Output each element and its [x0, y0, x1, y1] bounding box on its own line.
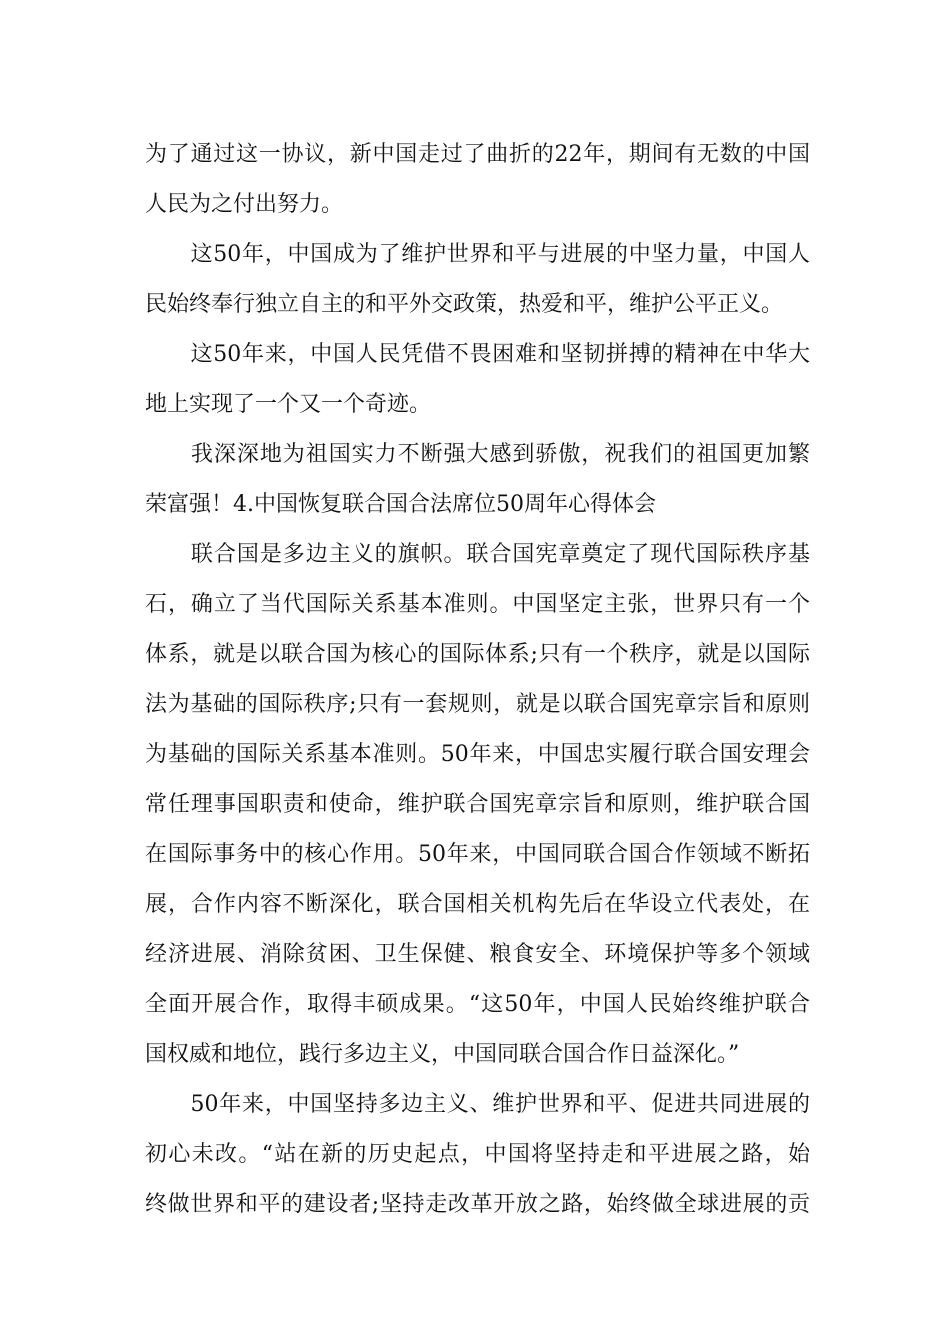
text-line-3: 这50年，中国成为了维护世界和平与进展的中坚力量，中国人	[145, 242, 810, 267]
text-line-6: 地上实现了一个又一个奇迹。	[145, 392, 432, 417]
text-line-20: 50年来，中国坚持多边主义、维护世界和平、促进共同进展的	[145, 1092, 810, 1117]
document-body	[145, 130, 810, 1230]
text-line-9: 联合国是多边主义的旗帜。联合国宪章奠定了现代国际秩序基	[145, 542, 810, 567]
text-line-1: 为了通过这一协议，新中国走过了曲折的22年，期间有无数的中国	[145, 142, 810, 167]
text-line-10: 石，确立了当代国际关系基本准则。中国坚定主张，世界只有一个	[145, 592, 810, 617]
text-line-4: 民始终奉行独立自主的和平外交政策，热爱和平，维护公平正义。	[145, 292, 784, 317]
text-line-16: 展，合作内容不断深化，联合国相关机构先后在华设立代表处，在	[145, 892, 810, 917]
text-line-7: 我深深地为祖国实力不断强大感到骄傲，祝我们的祖国更加繁	[145, 442, 810, 467]
text-line-17: 经济进展、消除贫困、卫生保健、粮食安全、环境保护等多个领域	[145, 942, 810, 967]
text-line-15: 在国际事务中的核心作用。50年来，中国同联合国合作领域不断拓	[145, 842, 810, 867]
text-line-14: 常任理事国职责和使命，维护联合国宪章宗旨和原则，维护联合国	[145, 792, 810, 817]
text-line-2: 人民为之付出努力。	[145, 192, 344, 217]
text-line-5: 这50年来，中国人民凭借不畏困难和坚韧拼搏的精神在中华大	[145, 342, 810, 367]
text-line-13: 为基础的国际关系基本准则。50年来，中国忠实履行联合国安理会	[145, 742, 810, 767]
text-line-8: 荣富强！4.中国恢复联合国合法席位50周年心得体会	[145, 492, 656, 517]
text-line-11: 体系，就是以联合国为核心的国际体系;只有一个秩序，就是以国际	[145, 642, 810, 667]
text-line-12: 法为基础的国际秩序;只有一套规则，就是以联合国宪章宗旨和原则	[145, 692, 810, 717]
text-line-21: 初心未改。“站在新的历史起点，中国将坚持走和平进展之路，始	[145, 1142, 810, 1167]
text-line-18: 全面开展合作，取得丰硕成果。“这50年，中国人民始终维护联合	[145, 992, 810, 1017]
text-line-22: 终做世界和平的建设者;坚持走改革开放之路，始终做全球进展的贡	[145, 1192, 810, 1217]
text-line-19: 国权威和地位，践行多边主义，中国同联合国合作日益深化。”	[145, 1042, 740, 1067]
